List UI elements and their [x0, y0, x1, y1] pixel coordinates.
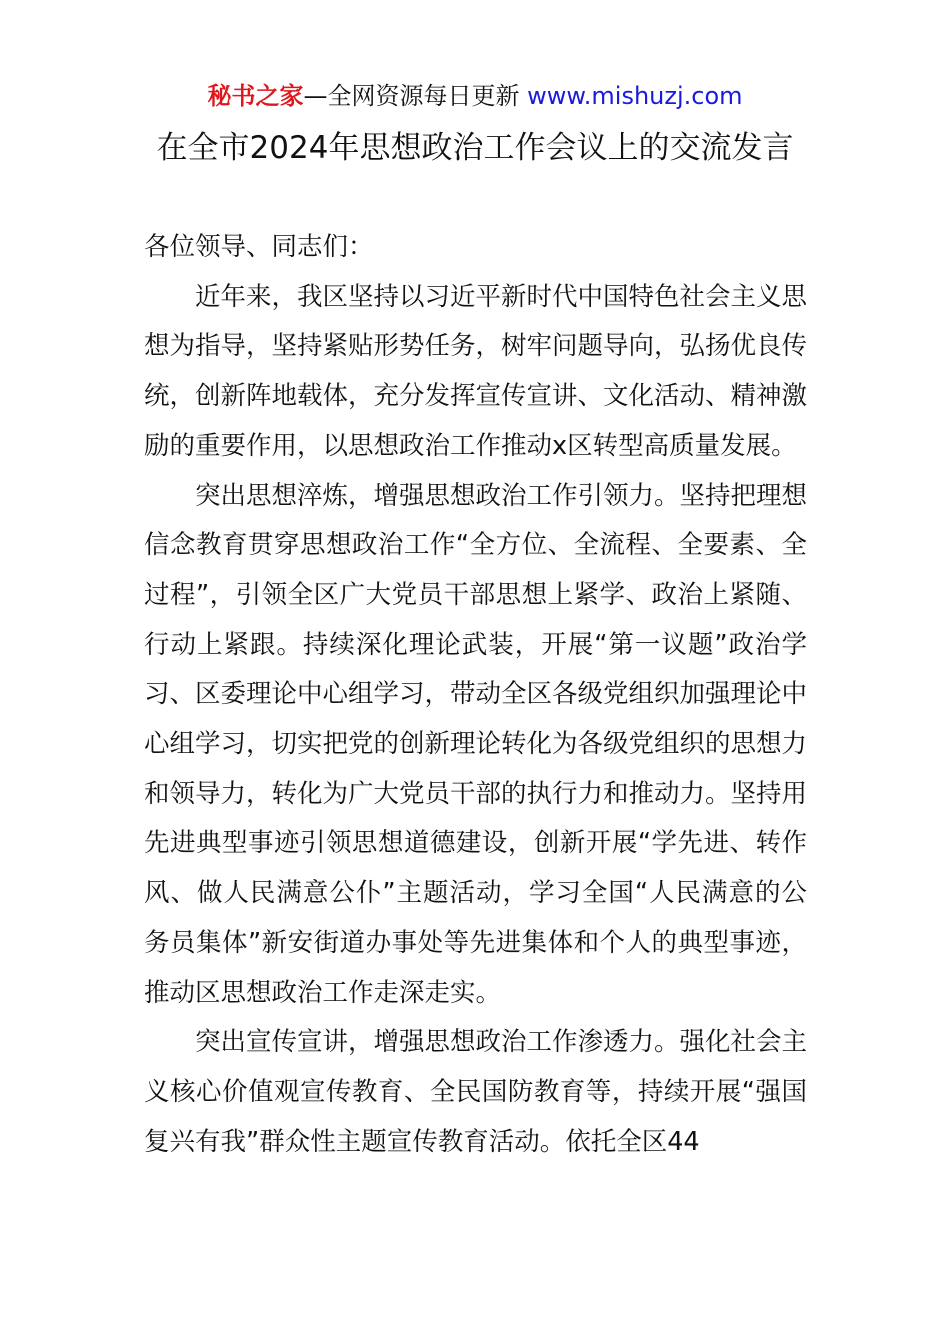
salutation: 各位领导、同志们： [144, 232, 374, 262]
paragraph-intro: 近年来，我区坚持以习近平新时代中国特色社会主义思想为指导，坚持紧贴形势任务，树牢问题导向，弘扬优良传统，创新阵地载体，充分发挥宣传宣讲、文化活动、精神激励的重要作用，以思想政治工作推动x区转型高质量发展。 [144, 281, 808, 461]
site-url-link[interactable]: www.mishuzj.com [527, 82, 743, 110]
paragraph-publicity: 突出宣传宣讲，增强思想政治工作渗透力。强化社会主义核心价值观宣传教育、全民国防教育等，持续开展“强国复兴有我”群众性主题宣传教育活动。依托全区44 [144, 1027, 808, 1157]
site-brand: 秘书之家 [207, 82, 304, 110]
document-title: 在全市2024年思想政治工作会议上的交流发言 [156, 130, 794, 166]
paragraph-thought-refinement: 突出思想淬炼，增强思想政治工作引领力。坚持把理想信念教育贯穿思想政治工作“全方位、全流程、全要素、全过程”，引领全区广大党员干部思想上紧学、政治上紧随、行动上紧跟。持续深化理论武装，开展“第一议题”政治学习、区委理论中心组学习，带动全区各级党组织加强理论中心组学习，切实把党的创新理论转化为各级党组织的思想力和领导力，转化为广大党员干部的执行力和推动力。坚持用先进典型事迹引领思想道德建设，创新开展“学先进、转作风、做人民满意公仆”主题活动，学习全国“人民满意的公务员集体”新安街道办事处等先进集体和个人的典型事迹，推动区思想政治工作走深走实。 [144, 480, 808, 1008]
document-body [144, 223, 807, 1167]
site-tagline: —全网资源每日更新 [303, 82, 520, 110]
site-header [0, 78, 950, 114]
